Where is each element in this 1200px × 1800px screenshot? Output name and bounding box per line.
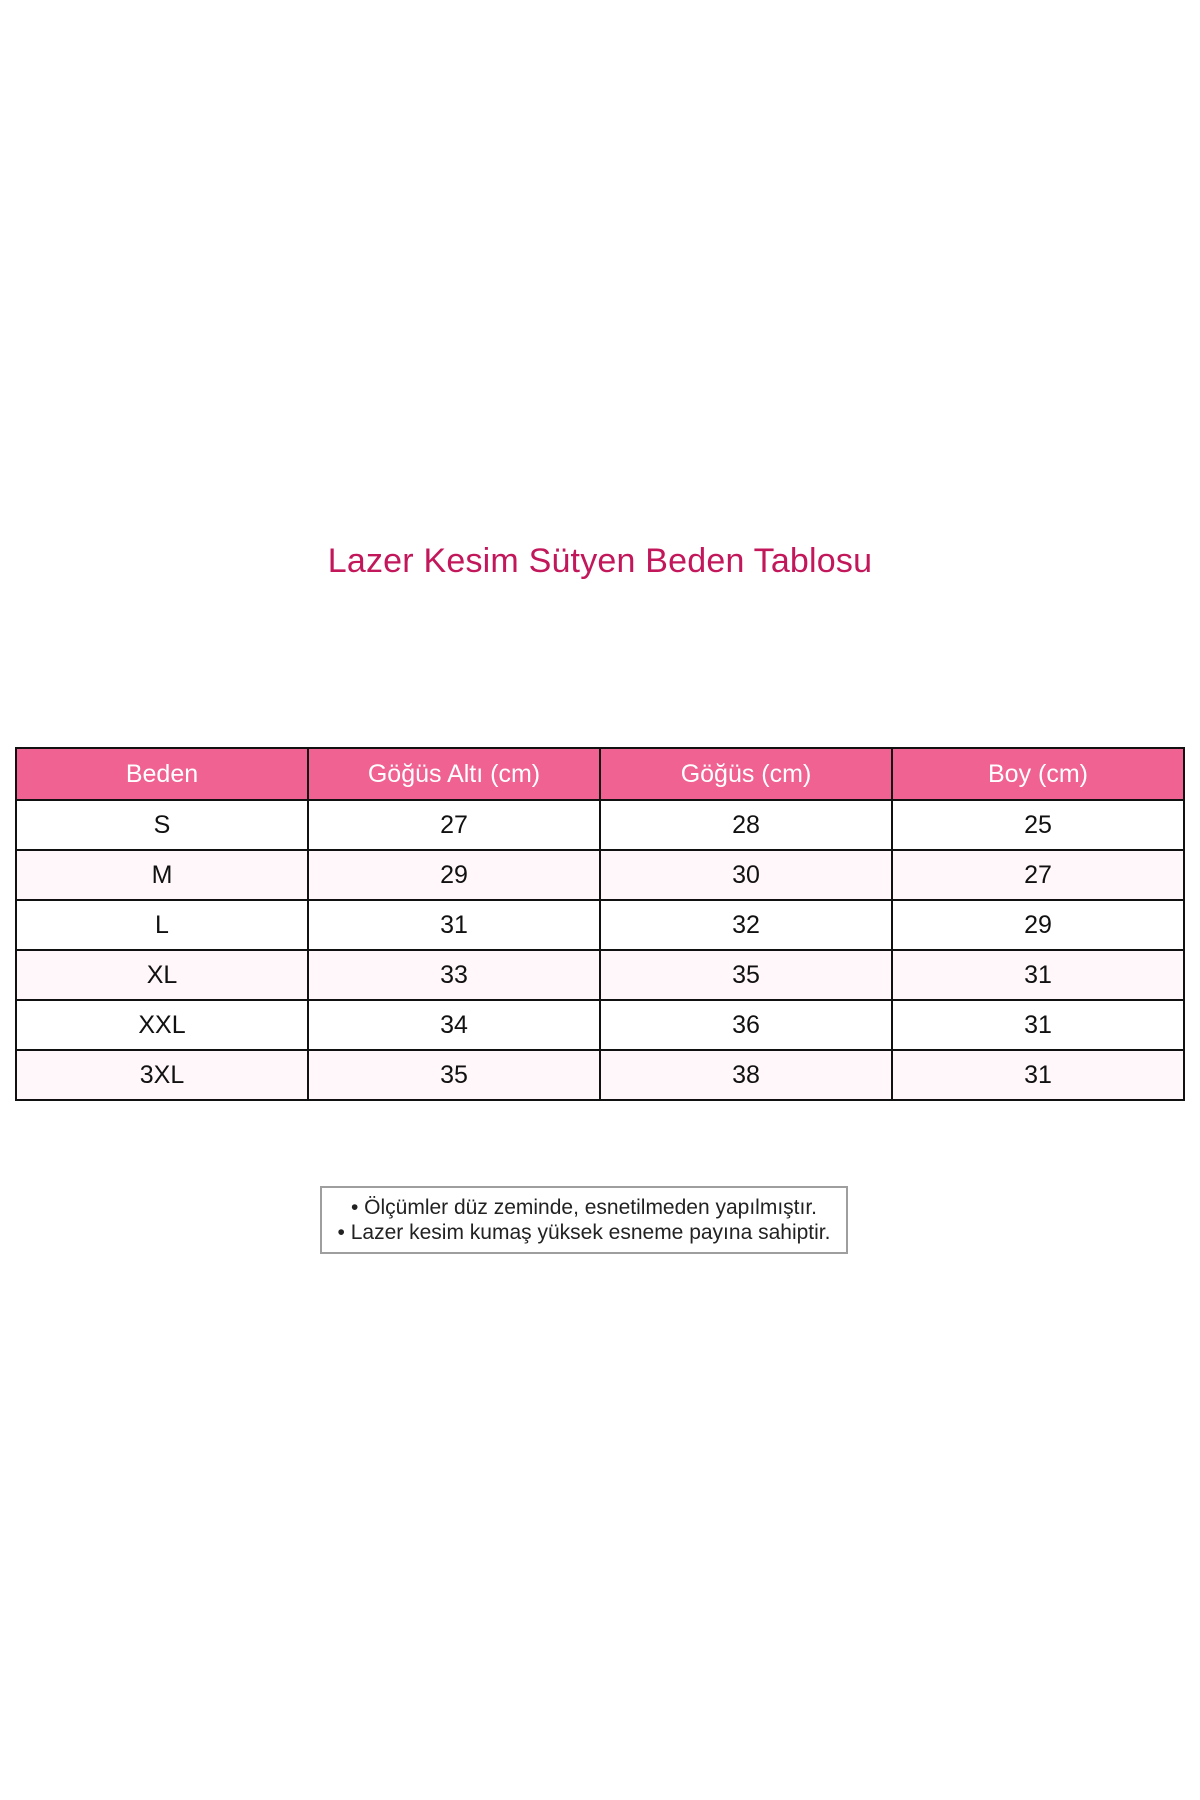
- table-header-row: [16, 748, 1184, 800]
- underbust-cell: 27: [308, 800, 600, 850]
- column-header-gogus: Göğüs (cm): [600, 748, 892, 800]
- length-cell: 25: [892, 800, 1184, 850]
- bust-cell: 32: [600, 900, 892, 950]
- underbust-cell: 35: [308, 1050, 600, 1100]
- table-row: [16, 900, 1184, 950]
- note-flat-measurement: • Ölçümler düz zeminde, esnetilmeden yapılmıştır.: [350, 1196, 818, 1219]
- note-stretch-allowance: • Lazer kesim kumaş yüksek esneme payına sahiptir.: [337, 1221, 831, 1244]
- column-header-boy: Boy (cm): [892, 748, 1184, 800]
- length-cell: 31: [892, 950, 1184, 1000]
- underbust-cell: 34: [308, 1000, 600, 1050]
- table-row: [16, 950, 1184, 1000]
- bust-cell: 30: [600, 850, 892, 900]
- bust-cell: 35: [600, 950, 892, 1000]
- table-row: [16, 800, 1184, 850]
- column-header-beden: Beden: [16, 748, 308, 800]
- bust-cell: 38: [600, 1050, 892, 1100]
- length-cell: 31: [892, 1000, 1184, 1050]
- measurement-notes-box: [320, 1186, 848, 1254]
- size-cell: S: [16, 800, 308, 850]
- table-row: [16, 1000, 1184, 1050]
- size-chart-table: [15, 747, 1185, 1101]
- bust-cell: 28: [600, 800, 892, 850]
- table-row: [16, 1050, 1184, 1100]
- size-cell: M: [16, 850, 308, 900]
- page-title: Lazer Kesim Sütyen Beden Tablosu: [327, 542, 873, 580]
- size-cell: L: [16, 900, 308, 950]
- bust-cell: 36: [600, 1000, 892, 1050]
- length-cell: 29: [892, 900, 1184, 950]
- underbust-cell: 33: [308, 950, 600, 1000]
- underbust-cell: 31: [308, 900, 600, 950]
- underbust-cell: 29: [308, 850, 600, 900]
- size-cell: 3XL: [16, 1050, 308, 1100]
- length-cell: 31: [892, 1050, 1184, 1100]
- table-row: [16, 850, 1184, 900]
- column-header-gogus-alti: Göğüs Altı (cm): [308, 748, 600, 800]
- size-cell: XXL: [16, 1000, 308, 1050]
- size-cell: XL: [16, 950, 308, 1000]
- length-cell: 27: [892, 850, 1184, 900]
